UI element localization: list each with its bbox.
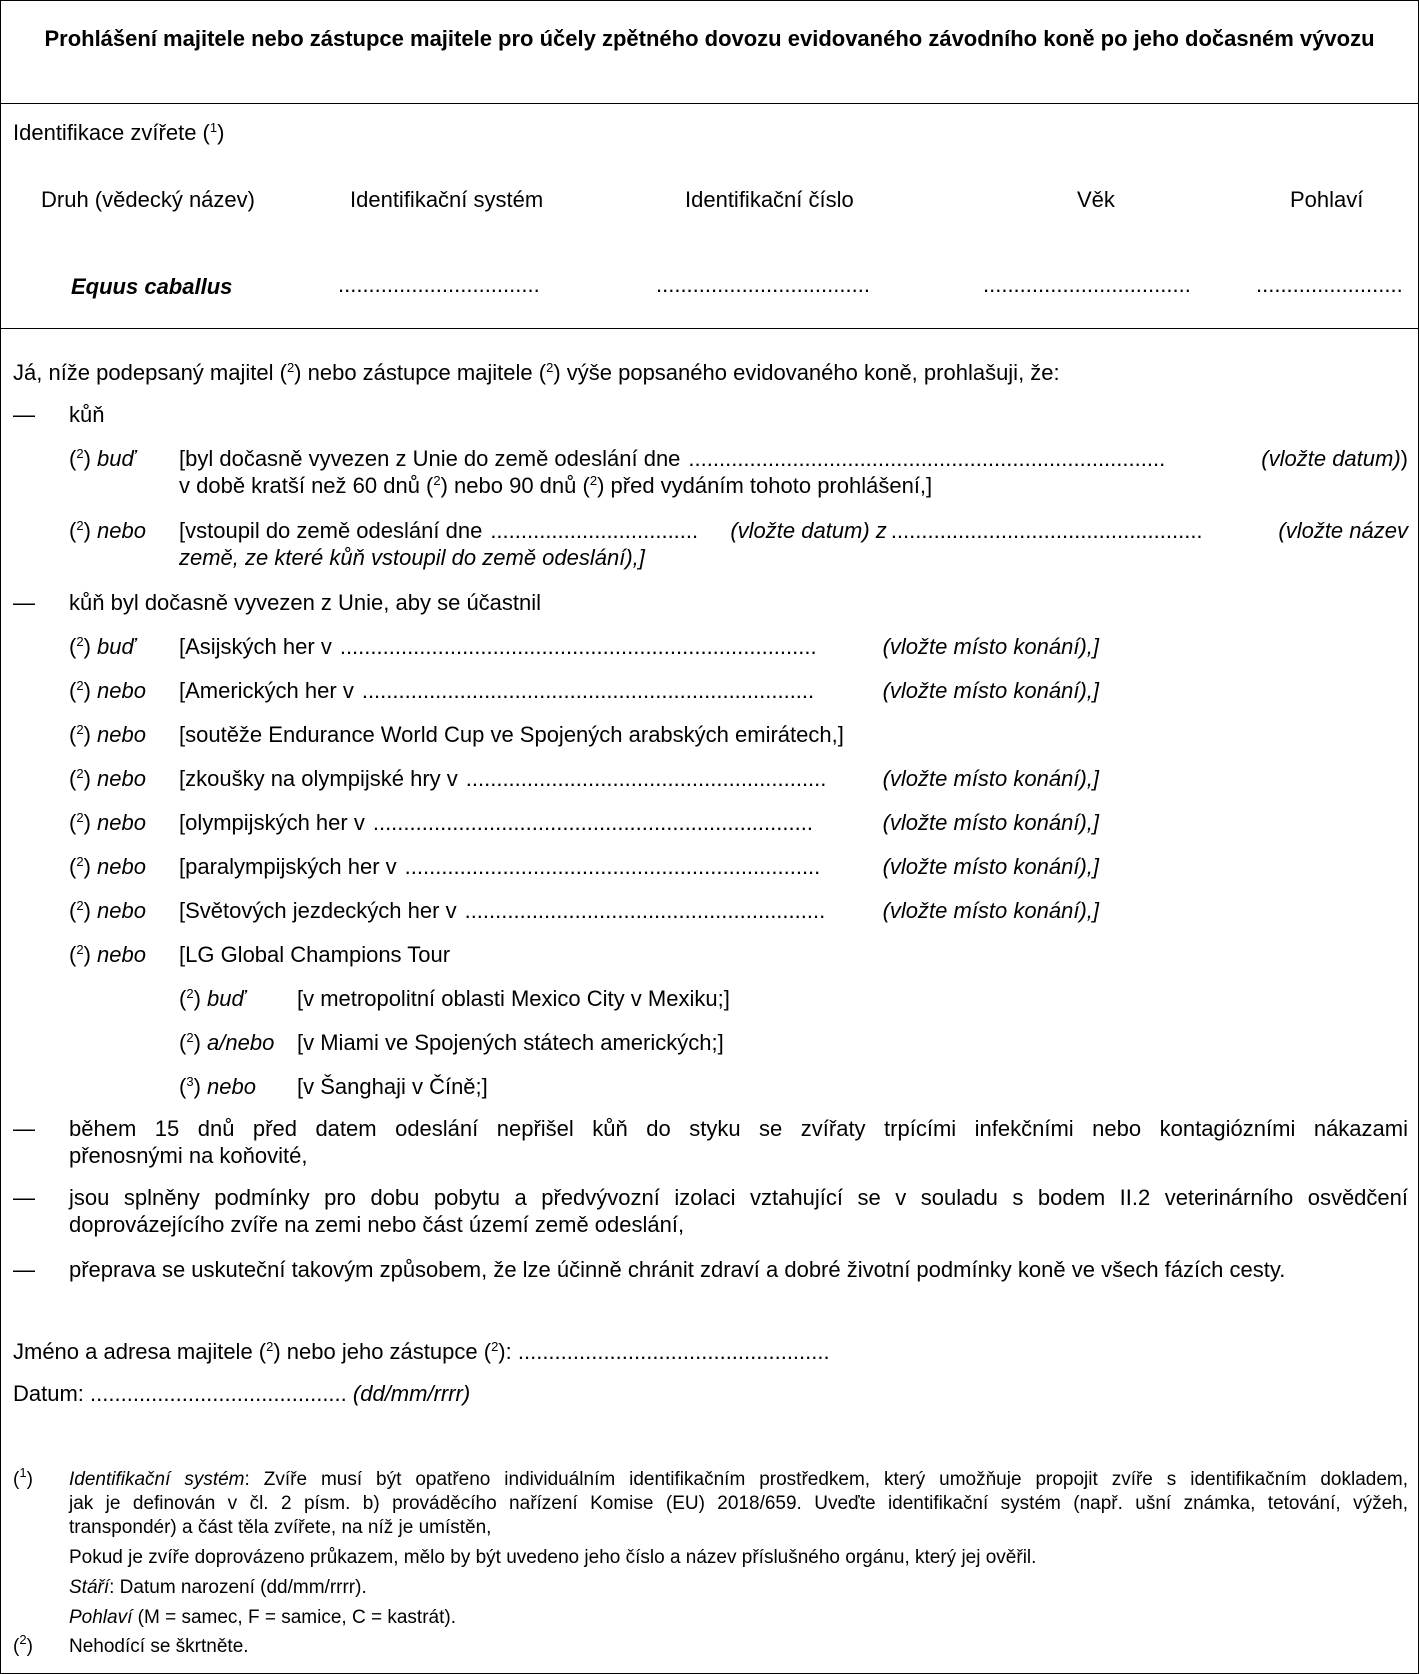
event-asian-games: [Asijských her v .............................................................................. (vložte místo konání),] <box>179 634 1099 659</box>
option-marker: ($^2$) buď <box>69 446 136 471</box>
footnote-1-sex: Pohlaví (M = samec, F = samice, C = kastrát). <box>69 1607 456 1628</box>
column-age: Věk <box>1077 187 1115 212</box>
footnote-1-ref: ($^1$) <box>13 1465 33 1490</box>
condition-transport: přeprava se uskuteční takovým způsobem, že lze účinně chránit zdraví a dobré životní podmínky koně ve všech fázích cesty. <box>69 1257 1286 1282</box>
age-blank: .................................. <box>983 272 1191 297</box>
event-olympic-trials: [zkoušky na olympijské hry v ........................................................... (vložte místo konání),] <box>179 766 1099 791</box>
column-id-system: Identifikační systém <box>350 187 544 212</box>
event-marker: ($^2$) nebo <box>69 722 146 747</box>
condition-residence-line1: jsou splněny podmínky pro dobu pobytu a předvývozní izolaci vztahující se v souladu s bodem II.2 veterinárního osvědčení <box>69 1185 1408 1210</box>
lg-shanghai: [v Šanghaji v Číně;] <box>297 1074 488 1099</box>
dash: — <box>13 590 35 615</box>
condition-residence-line2: doprovázejícího zvíře na zemi nebo část území země odeslání, <box>69 1212 685 1237</box>
option-departure-line1: [byl dočasně vyvezen z Unie do země odeslání dne .............................................................................. (vložte datum)) <box>179 446 1408 471</box>
event-marker: ($^2$) nebo <box>69 854 146 879</box>
option-entry-line2: země, ze které kůň vstoupil do země odeslání),] <box>179 545 645 570</box>
event-world-equestrian-games: [Světových jezdeckých her v ........................................................... (vložte místo konání),] <box>179 898 1099 923</box>
column-id-number: Identifikační číslo <box>685 187 854 212</box>
form-title: Prohlášení majitele nebo zástupce majitele pro účely zpětného dovozu evidovaného závodního koně po jeho dočasném vývozu <box>44 26 1375 51</box>
footnote-2-ref: ($^2$) <box>13 1632 33 1657</box>
sex-blank: ........................ <box>1256 272 1403 297</box>
footnote-1-line3: transpondér) a část těla zvířete, na níž je umístěn, <box>69 1517 492 1538</box>
identification-heading: Identifikace zvířete ($^1$) <box>13 120 225 145</box>
option-marker: ($^2$) nebo <box>69 518 146 543</box>
footnote-1-line2: jak je definován v čl. 2 písm. b) prováděcího nařízení Komise (EU) 2018/659. Uveďte identifikační systém (např. ušní známka, tetování, výžeh, <box>69 1493 1408 1514</box>
lg-marker: ($^2$) a/nebo <box>179 1030 275 1055</box>
lg-marker: ($^3$) nebo <box>179 1074 256 1099</box>
event-marker: ($^2$) nebo <box>69 942 146 967</box>
footnote-1-passport: Pokud je zvíře doprovázeno průkazem, mělo by být uvedeno jeho číslo a název příslušného orgánu, který jej ověřil. <box>69 1547 1037 1568</box>
id-number-blank: ................................... <box>656 272 870 297</box>
lg-mexico-city: [v metropolitní oblasti Mexico City v Mexiku;] <box>297 986 730 1011</box>
option-departure-line2: v době kratší než 60 dnů ($^2$) nebo 90 dnů ($^2$) před vydáním tohoto prohlášení,] <box>179 473 933 498</box>
event-marker: ($^2$) nebo <box>69 810 146 835</box>
dash: — <box>13 1185 35 1210</box>
footnote-1-age: Stáří: Datum narození (dd/mm/rrrr). <box>69 1577 367 1598</box>
id-system-blank: ................................. <box>338 272 540 297</box>
horse-label: kůň <box>69 402 105 427</box>
condition-contact-line1: během 15 dnů před datem odeslání nepřišel kůň do styku se zvířaty trpícími infekčními nebo kontagiózními nákazami <box>69 1116 1408 1141</box>
species-value: Equus caballus <box>71 274 233 299</box>
owner-name-address: Jméno a adresa majitele ($^2$) nebo jeho zástupce ($^2$): ................................................... <box>13 1339 830 1364</box>
column-sex: Pohlaví <box>1290 187 1364 212</box>
option-entry-line1: [vstoupil do země odeslání dne .................................. (vložte datum) z ................................................... (vložte název <box>179 518 1408 543</box>
lg-miami: [v Miami ve Spojených státech amerických;] <box>297 1030 724 1055</box>
event-endurance-world-cup: [soutěže Endurance World Cup ve Spojených arabských emirátech,] <box>179 722 844 747</box>
event-marker: ($^2$) nebo <box>69 766 146 791</box>
event-paralympic-games: [paralympijských her v .................................................................... (vložte místo konání),] <box>179 854 1099 879</box>
footnote-2: Nehodící se škrtněte. <box>69 1636 249 1657</box>
lg-marker: ($^2$) buď <box>179 986 246 1011</box>
title-divider <box>1 103 1418 104</box>
event-marker: ($^2$) nebo <box>69 898 146 923</box>
event-olympic-games: [olympijských her v ........................................................................ (vložte místo konání),] <box>179 810 1099 835</box>
event-american-games: [Amerických her v .......................................................................... (vložte místo konání),] <box>179 678 1099 703</box>
declaration-intro: Já, níže podepsaný majitel ($^2$) nebo zástupce majitele ($^2$) výše popsaného evidovaného koně, prohlašuji, že: <box>13 360 1060 385</box>
column-species: Druh (vědecký název) <box>41 187 255 212</box>
dash: — <box>13 1116 35 1141</box>
date-field: Datum: .......................................... (dd/mm/rrrr) <box>13 1381 471 1406</box>
event-marker: ($^2$) nebo <box>69 678 146 703</box>
footnote-1-line1: Identifikační systém: Zvíře musí být opatřeno individuálním identifikačním prostředkem, který umožňuje propojit zvíře s identifikačním dokladem, <box>69 1469 1408 1490</box>
dash: — <box>13 402 35 427</box>
event-marker: ($^2$) buď <box>69 634 136 659</box>
event-lg-global-champions-tour: [LG Global Champions Tour <box>179 942 451 967</box>
condition-contact-line2: přenosnými na koňovité, <box>69 1143 308 1168</box>
date-placeholder: (vložte datum) <box>1261 446 1401 471</box>
dash: — <box>13 1257 35 1282</box>
identification-divider <box>1 328 1418 329</box>
event-intro: kůň byl dočasně vyvezen z Unie, aby se účastnil <box>69 590 542 615</box>
